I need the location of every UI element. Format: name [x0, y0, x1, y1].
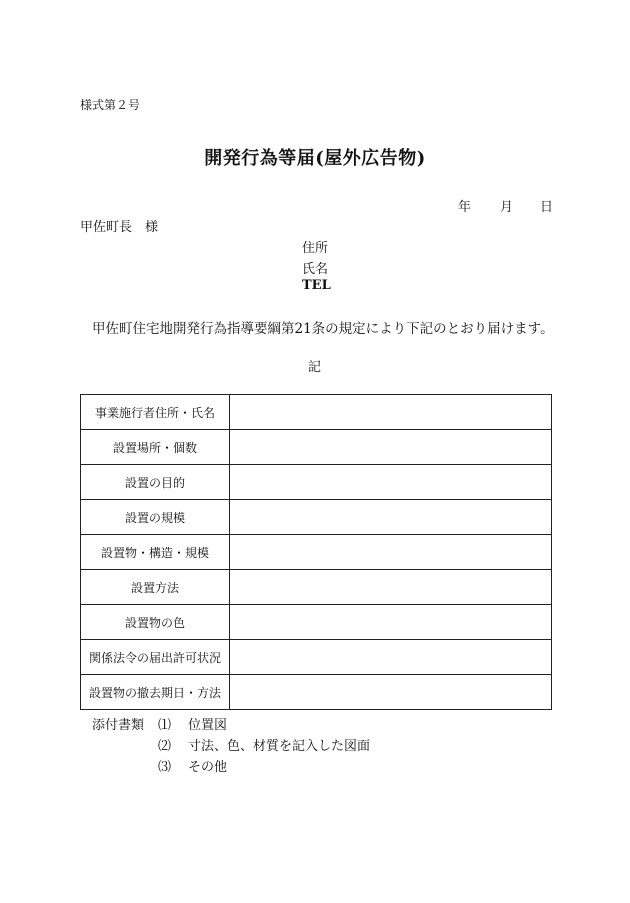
attachment-item: 寸法、色、材質を記入した図面 — [188, 739, 371, 754]
date-month-label: 月 — [500, 200, 514, 215]
page-title: 開発行為等届(屋外広告物) — [204, 148, 426, 169]
row-label: 設置物・構造・規模 — [81, 535, 230, 570]
row-label: 設置方法 — [81, 570, 230, 605]
attachment-number: ⑵ — [158, 739, 172, 754]
row-label: 設置物の撤去期日・方法 — [81, 675, 230, 710]
row-value-field[interactable] — [230, 535, 552, 570]
table-row — [81, 605, 552, 640]
row-value-field[interactable] — [230, 570, 552, 605]
table-row — [81, 535, 552, 570]
applicant-address-label: 住所 — [302, 241, 329, 256]
applicant-name-label: 氏名 — [302, 262, 329, 277]
table-row — [81, 570, 552, 605]
row-value-field[interactable] — [230, 605, 552, 640]
applicant-tel-label: TEL — [302, 278, 331, 293]
table-row — [81, 465, 552, 500]
row-label: 設置の目的 — [81, 465, 230, 500]
attachment-number: ⑴ — [158, 718, 172, 733]
table-row — [81, 430, 552, 465]
form-number: 様式第２号 — [80, 98, 141, 112]
attachment-item: 位置図 — [188, 718, 228, 733]
row-value-field[interactable] — [230, 500, 552, 535]
row-label: 設置物の色 — [81, 605, 230, 640]
row-label: 事業施行者住所・氏名 — [81, 395, 230, 430]
row-label: 関係法令の届出許可状況 — [81, 640, 230, 675]
row-value-field[interactable] — [230, 395, 552, 430]
attachment-item: その他 — [188, 760, 228, 775]
addressee: 甲佐町長 様 — [80, 220, 159, 235]
table-row — [81, 500, 552, 535]
table-row — [81, 395, 552, 430]
attachments-label: 添付書類 — [92, 718, 145, 733]
body-text: 甲佐町住宅地開発行為指導要綱第21条の規定により下記のとおり届けます。 — [92, 321, 554, 337]
row-value-field[interactable] — [230, 675, 552, 710]
table-row — [81, 675, 552, 710]
ki-heading: 記 — [308, 360, 322, 375]
attachment-number: ⑶ — [158, 760, 172, 775]
row-value-field[interactable] — [230, 430, 552, 465]
row-value-field[interactable] — [230, 465, 552, 500]
date-year-label: 年 — [458, 200, 472, 215]
row-label: 設置の規模 — [81, 500, 230, 535]
table-row — [81, 640, 552, 675]
items-table — [80, 394, 552, 710]
row-value-field[interactable] — [230, 640, 552, 675]
row-label: 設置場所・個数 — [81, 430, 230, 465]
date-day-label: 日 — [540, 200, 554, 215]
